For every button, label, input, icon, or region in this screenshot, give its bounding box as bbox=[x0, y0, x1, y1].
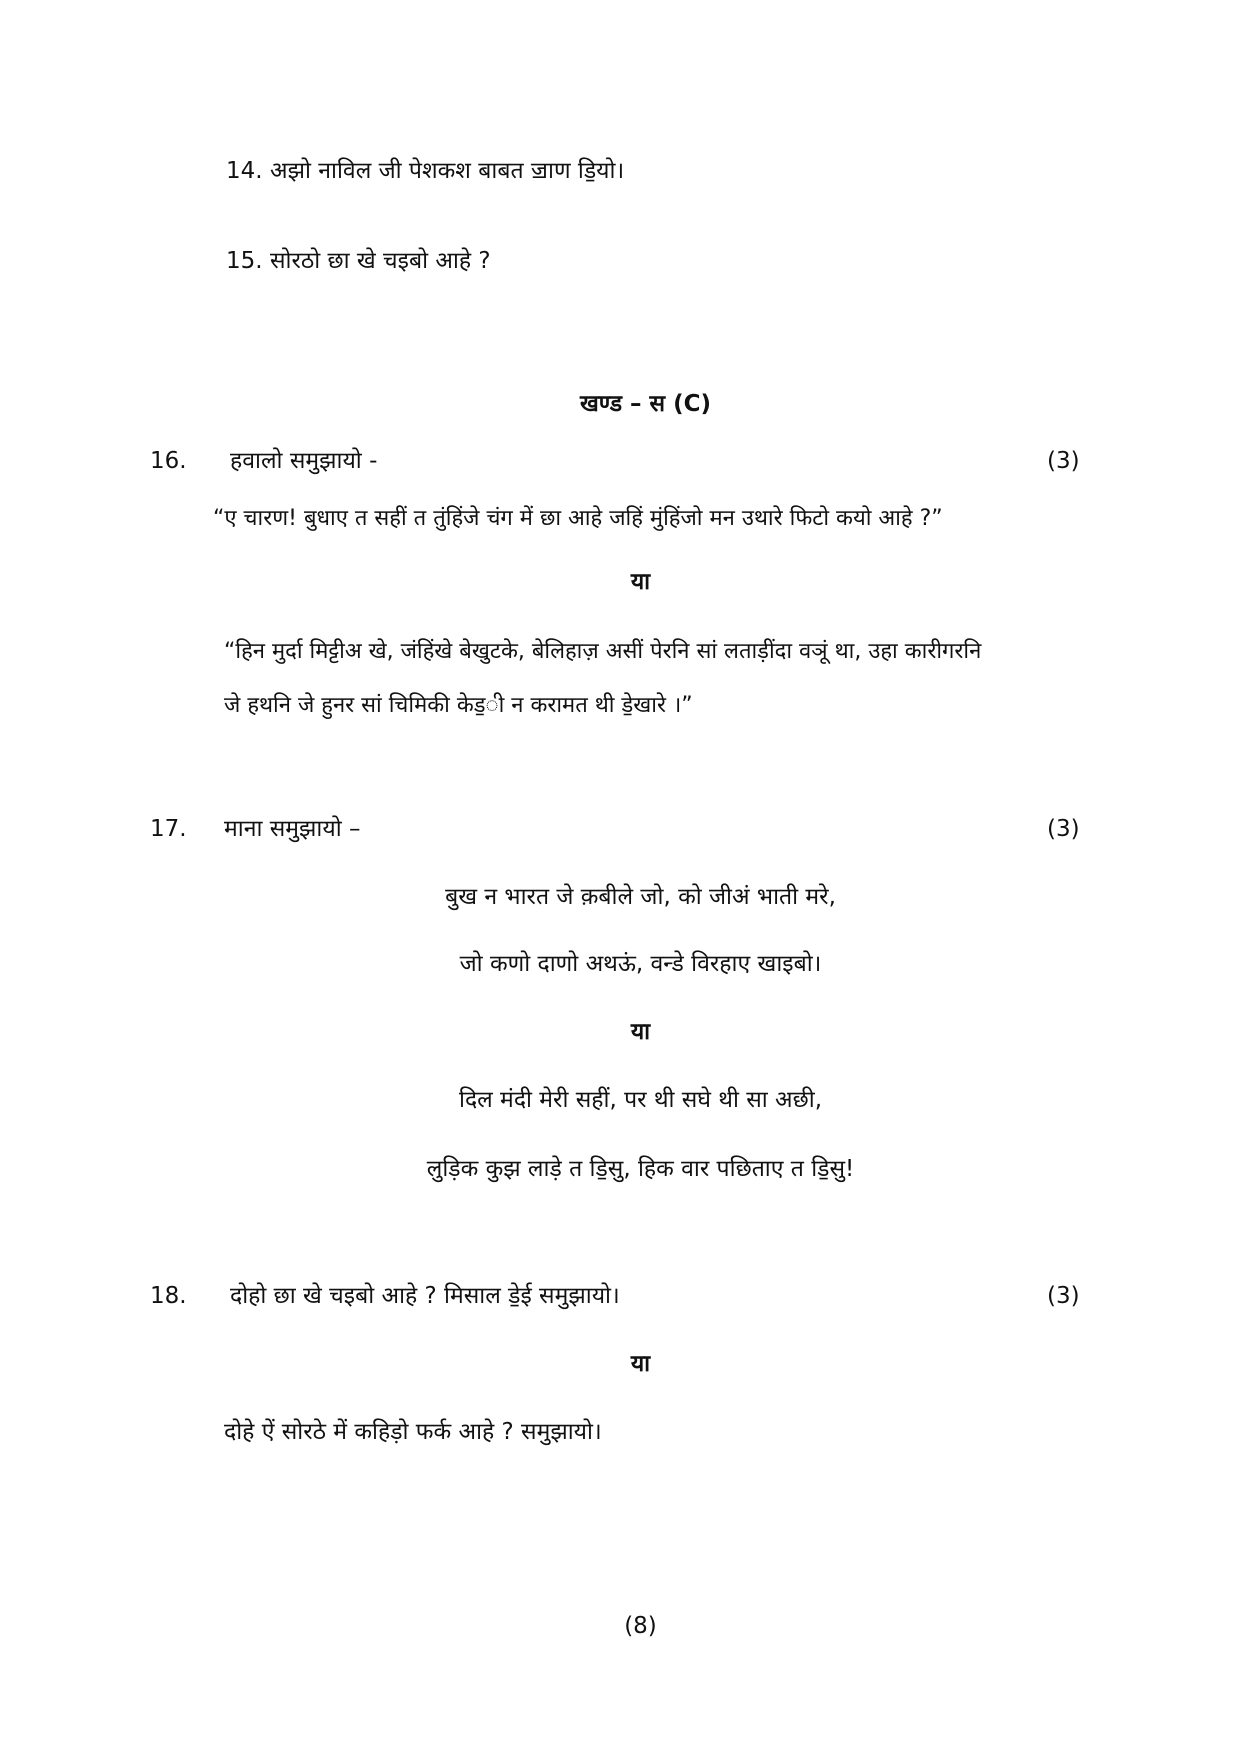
question-15-text: सोरठो छा खे चइबो आहे ? bbox=[270, 248, 491, 274]
question-17-verse-1-line-2: जो कणो दाणो अथऊं, वन्डे विरहाए खाइबो। bbox=[459, 951, 822, 977]
question-16-prompt: हवालो समुझायो - bbox=[230, 448, 378, 474]
question-18-alternate: दोहे ऐं सोरठे में कहिड़ो फर्क आहे ? समुझायो। bbox=[224, 1419, 602, 1445]
question-16-passage-2-line-1: “हिन मुर्दा मिट्टीअ खे, जंहिंखे बेखुटके, बेलिहाज़ असीं पेरनि सां लताड़ींदा वञूं था, उहा कारीगरनि bbox=[224, 639, 982, 664]
question-14-text: अझो नाविल जी पेशकश बाबत ॼाण डि॒यो। bbox=[270, 158, 625, 184]
question-17-number: 17. bbox=[150, 816, 187, 842]
question-15-number: 15. bbox=[226, 248, 263, 274]
section-title: खण्ड – स (C) bbox=[579, 391, 712, 417]
question-18-prompt: दोहो छा खे चइबो आहे ? मिसाल डे॒ई समुझायो। bbox=[230, 1283, 620, 1309]
question-17-prompt: माना समुझायो – bbox=[224, 816, 361, 842]
question-17-marks: (3) bbox=[1047, 816, 1080, 842]
question-18-or: या bbox=[630, 1351, 651, 1377]
question-17-verse-1-line-1: बुख न भारत जे क़बीले जो, को जीअं भाती मरे, bbox=[445, 884, 836, 910]
question-16-passage-2-line-2: जे हथनि जे हुनर सां चिमिकी केड॒ी न करामत थी डे॒खारे ।” bbox=[224, 693, 693, 718]
question-17-verse-2-line-1: दिल मंदी मेरी सहीं, पर थी सघे थी सा अछी, bbox=[458, 1087, 823, 1113]
question-18-number: 18. bbox=[150, 1283, 187, 1309]
question-17-verse-2-line-2: लुड़िक कुझ लाड़े त डि॒सु, हिक वार पछिताए त डि॒सु! bbox=[426, 1156, 855, 1182]
question-18-marks: (3) bbox=[1047, 1283, 1080, 1309]
question-16-passage-1: “ए चारण! बुधाए त सहीं त तुंहिंजे चंग में छा आहे जहिं मुंहिंजो मन उथारे फिटो कयो आहे ?” bbox=[213, 506, 943, 531]
question-16-marks: (3) bbox=[1047, 448, 1080, 474]
question-16-number: 16. bbox=[150, 448, 187, 474]
page-number: (8) bbox=[624, 1613, 657, 1639]
question-17-or: या bbox=[630, 1019, 651, 1045]
question-14-number: 14. bbox=[226, 158, 263, 184]
question-16-or: या bbox=[630, 569, 651, 595]
